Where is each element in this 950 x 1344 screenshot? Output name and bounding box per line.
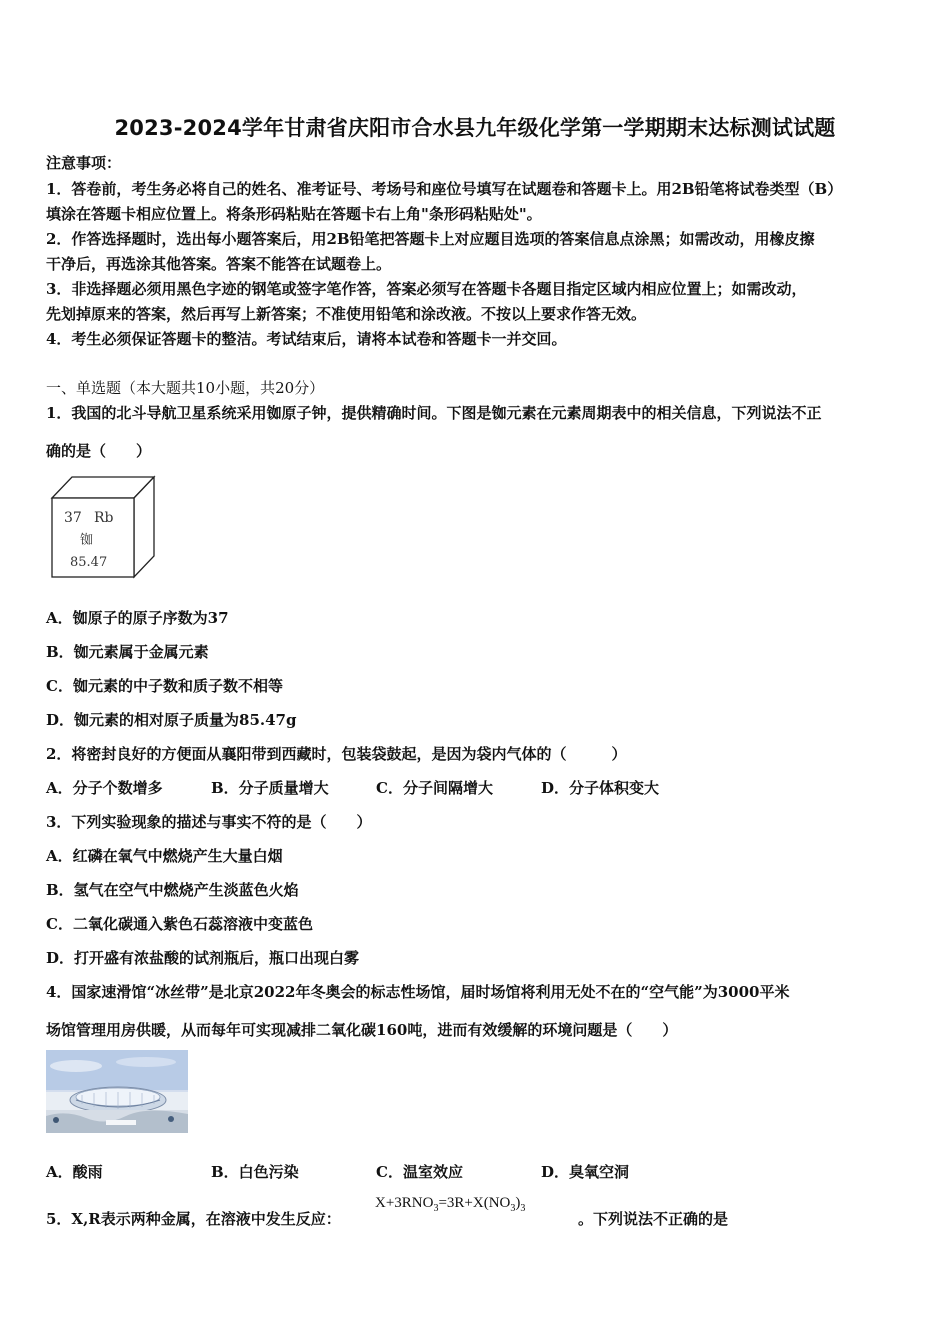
q3-option-b: B．氢气在空气中燃烧产生淡蓝色火焰 — [46, 881, 299, 899]
q4-option-a: A．酸雨 — [46, 1163, 103, 1181]
section-heading: 一、单选题（本大题共10小题，共20分） — [46, 379, 325, 397]
notice-heading: 注意事项： — [46, 154, 122, 172]
q2-stem: 2．将密封良好的方便面从襄阳带到西藏时，包装袋鼓起，是因为袋内气体的（ ） — [46, 745, 627, 763]
formula-subscript: 3 — [433, 1203, 439, 1214]
notice-line: 先划掉原来的答案，然后再写上新答案；不准使用铅笔和涂改液。不按以上要求作答无效。 — [46, 305, 647, 323]
q1-option-d: D．铷元素的相对原子质量为85.47g — [46, 711, 297, 729]
notice-line: 2．作答选择题时，选出每小题答案后，用2B铅笔把答题卡上对应题目选项的答案信息点涂黑；如需改动，用橡皮擦 — [46, 230, 815, 248]
q2-option-d: D．分子体积变大 — [541, 779, 660, 797]
formula-part: ) — [515, 1195, 521, 1211]
q3-option-a: A．红磷在氧气中燃烧产生大量白烟 — [46, 847, 283, 865]
q2-option-b: B．分子质量增大 — [211, 779, 329, 797]
q1-option-c: C．铷元素的中子数和质子数不相等 — [46, 677, 283, 695]
reaction-equation — [375, 1195, 525, 1214]
q5-stem-suffix: 。下列说法不正确的是 — [578, 1210, 729, 1228]
element-mass: 85.47 — [70, 555, 108, 570]
element-cell-figure — [46, 474, 158, 584]
formula-subscript: 3 — [510, 1203, 516, 1214]
q4-option-c: C．温室效应 — [376, 1163, 463, 1181]
speed-skating-oval-photo — [46, 1050, 188, 1133]
q1-stem: 1．我国的北斗导航卫星系统采用铷原子钟，提供精确时间。下图是铷元素在元素周期表中的相关信息，下列说法不正 — [46, 404, 822, 422]
element-number: 37 — [64, 510, 82, 526]
q4-option-d: D．臭氧空洞 — [541, 1163, 630, 1181]
q4-stem-cont: 场馆管理用房供暖，从而每年可实现减排二氧化碳160吨，进而有效缓解的环境问题是（ ） — [46, 1021, 678, 1039]
q1-option-a: A．铷原子的原子序数为37 — [46, 609, 229, 627]
q1-option-b: B．铷元素属于金属元素 — [46, 643, 209, 661]
q2-option-a: A．分子个数增多 — [46, 779, 163, 797]
q2-options — [46, 777, 659, 798]
element-name: 铷 — [80, 533, 94, 548]
notice-line: 4．考生必须保证答题卡的整洁。考试结束后，请将本试卷和答题卡一并交回。 — [46, 330, 567, 348]
q4-options — [46, 1161, 629, 1182]
q3-option-d: D．打开盛有浓盐酸的试剂瓶后，瓶口出现白雾 — [46, 949, 360, 967]
formula-part: =3R+X(NO — [438, 1195, 511, 1211]
formula-part: X+3RNO — [375, 1195, 434, 1211]
element-symbol: Rb — [94, 510, 114, 526]
formula-subscript: 3 — [520, 1203, 526, 1214]
notice-line: 1．答卷前，考生务必将自己的姓名、准考证号、考场号和座位号填写在试题卷和答题卡上。用2B铅笔将试卷类型（B） — [46, 180, 843, 198]
notice-line: 填涂在答题卡相应位置上。将条形码粘贴在答题卡右上角"条形码粘贴处"。 — [46, 205, 542, 223]
q4-stem: 4．国家速滑馆“冰丝带”是北京2022年冬奥会的标志性场馆，届时场馆将利用无处不在的“空气能”为3000平米 — [46, 983, 790, 1001]
q5-stem-prefix: 5．X,R表示两种金属，在溶液中发生反应： — [46, 1210, 341, 1228]
q1-stem-cont: 确的是（ ） — [46, 442, 152, 460]
notice-line: 干净后，再选涂其他答案。答案不能答在试题卷上。 — [46, 255, 392, 273]
q2-option-c: C．分子间隔增大 — [376, 779, 493, 797]
page-title: 2023-2024学年甘肃省庆阳市合水县九年级化学第一学期期末达标测试试题 — [114, 116, 836, 140]
q3-option-c: C．二氧化碳通入紫色石蕊溶液中变蓝色 — [46, 915, 313, 933]
q3-stem: 3．下列实验现象的描述与事实不符的是（ ） — [46, 813, 372, 831]
notice-line: 3．非选择题必须用黑色字迹的钢笔或签字笔作答，答案必须写在答题卡各题目指定区域内相应位置上；如需改动， — [46, 280, 807, 298]
q4-option-b: B．白色污染 — [211, 1163, 299, 1181]
